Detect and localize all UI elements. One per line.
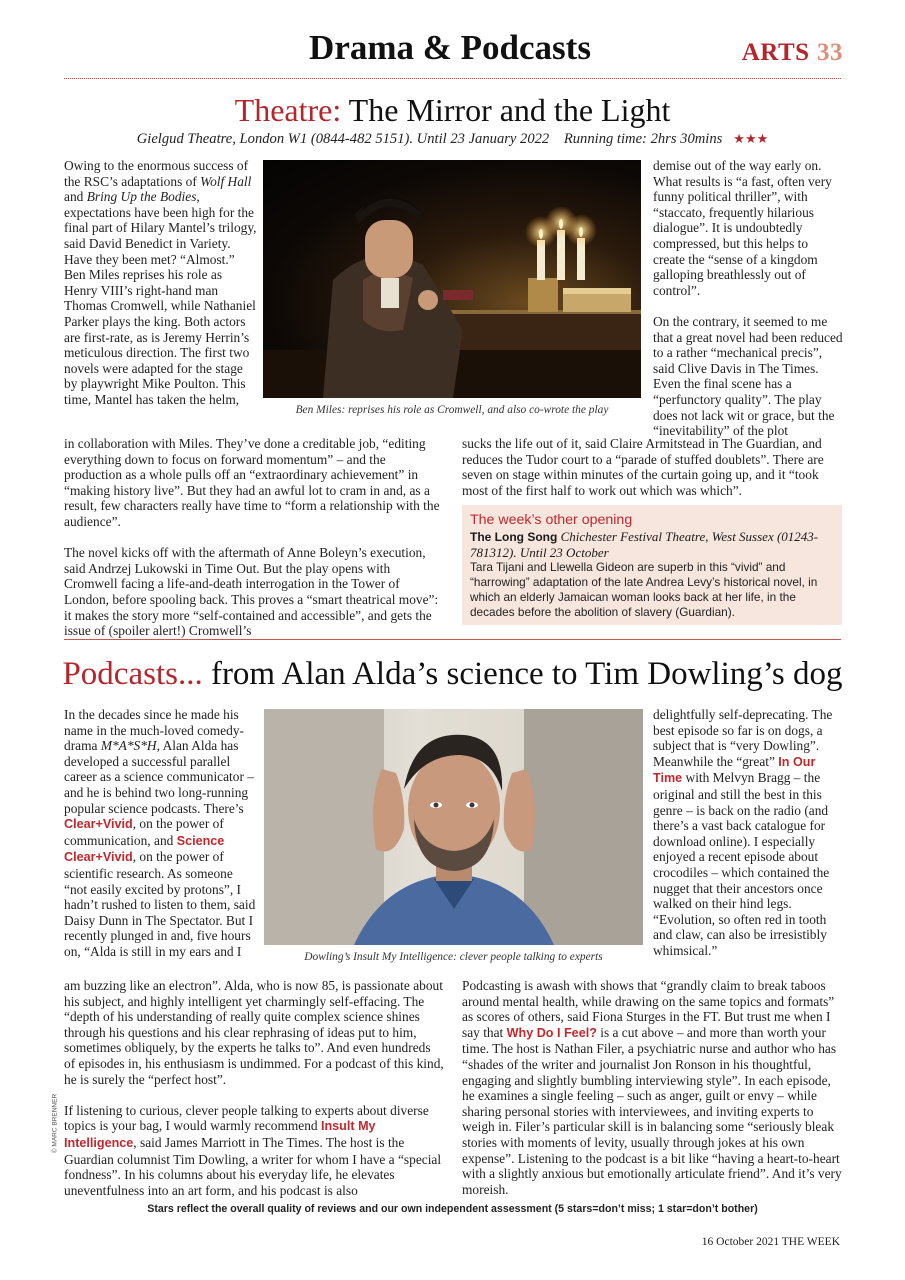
theatre-venue: Gielgud Theatre, London W1 (0844-482 5151). Until 23 January 2022 <box>136 131 550 147</box>
podcasts-label: Podcasts... <box>62 656 203 692</box>
theatre-review-col1: Owing to the enormous success of the RSC’s adaptations of Wolf Hall and Bring Up the Bodies, expectations have been high for the final part of Hilary Mantel’s trilogy, said David Benedict in Variety. Have they been met? “Almost.” Ben Miles reprises his role as Henry VIII’s right-hand man Thomas Cromwell, while Nathaniel Parker plays the king. Both actors are first-rate, as is Jeremy Herrin’s meticulous direction. The first two novels were adapted for the stage by playwright Mike Poulton. This time, Mantel has taken the helm, <box>64 158 257 407</box>
other-opening-text: Tara Tijani and Llewella Gideon are superb in this “vivid” and “harrowing” adaptation of the late Andrea Levy’s historical novel, in which an elderly Jamaican woman looks back at her life, in the decades before the abolition of slavery (Guardian). <box>470 560 818 619</box>
podcast-link-science-clear-vivid: Science Clear+Vivid <box>64 833 225 865</box>
theatre-label: Theatre: <box>234 92 342 128</box>
other-opening-heading: The week’s other opening <box>470 512 633 528</box>
arts-label: ARTS <box>741 39 810 66</box>
podcast-link-clear-vivid: Clear+Vivid <box>64 817 133 832</box>
podcast-photo-caption: Dowling’s Insult My Intelligence: clever people talking to experts <box>304 951 603 963</box>
other-opening-venue: Chichester Festival Theatre, West Sussex (01243-781312). Until 23 October <box>470 529 819 560</box>
theatre-photo <box>263 160 641 398</box>
theatre-running-time: Running time: 2hrs 30mins <box>563 131 723 147</box>
header-rule <box>64 78 841 79</box>
section-title: Drama & Podcasts <box>309 28 591 67</box>
theatre-review-col2: demise out of the way early on. What results is “a fast, often very funny political thriller”, with “staccato, frequently hilarious dialogue”. It is undoubtedly compressed, but this helps to create the “sense of a kingdom galloping breathlessly out of control”. On the contrary, it seemed to me that a great novel had been reduced to a rather “mechanical precis”, said Clive Davis in The Times. Even the final scene has a “perfunctory quality”. The play does not lack wit or grace, but the “inevitability” of the plot <box>653 158 843 439</box>
podcast-link-in-our-time: In Our Time <box>653 754 816 786</box>
podcast-photo <box>264 709 643 945</box>
podcast-link-why-do-i-feel: Why Do I Feel? <box>506 1025 597 1040</box>
issue-date: 16 October 2021 <box>701 1236 780 1248</box>
theatre-review-col2-cont: sucks the life out of it, said Claire Armitstead in The Guardian, and reduces the Tudor court to a “parade of stuffed doublets”. There are seven on stage within minutes of the curtain going up, and it “took most of the first half to work out which was which”. <box>462 436 824 498</box>
podcasts-headline <box>40 656 865 693</box>
podcasts-title: from Alan Alda’s science to Tim Dowling’s dog <box>210 656 843 692</box>
theatre-info-line <box>64 131 841 148</box>
publication-name: THE WEEK <box>781 1236 840 1248</box>
theatre-title: The Mirror and the Light <box>348 92 671 128</box>
page-number: 33 <box>817 39 843 66</box>
theatre-scene-illustration <box>263 160 641 398</box>
section-divider <box>64 639 841 640</box>
photo-credit: © MARC BRENNER <box>51 1093 59 1154</box>
other-opening-box <box>462 505 842 625</box>
theatre-review-col1-cont: in collaboration with Miles. They’ve done a creditable job, “editing everything down to focus on forward momentum” – and the production as a whole pulls off an “extraordinary achievement” in “making history live”. But they had an awful lot to cram in and, as a result, few characters really have time to “form a relationship with the audience”. The novel kicks off with the aftermath of Anne Boleyn’s execution, said Andrzej Lukowski in Time Out. But the play opens with Cromwell facing a life-and-death interrogation in the Tower of London, before spooling back. This proves a “smart theatrical move”: it makes the story more “self-contained and accessible”, and gets the issue of (spoiler alert!) Cromwell’s <box>64 436 440 639</box>
theatre-headline <box>64 92 841 129</box>
page-label <box>725 38 843 67</box>
star-rating: ★★★ <box>733 131 769 146</box>
page-footer <box>600 1236 840 1248</box>
podcast-review-col1: In the decades since he made his name in the much-loved comedy-drama M*A*S*H, Alan Alda has developed a successful parallel career as a science communicator – and he is behind two long-running popular science podcasts. There’s Clear+Vivid, on the power of communication, and Science Clear+Vivid, on the power of scientific research. As someone “not easily excited by protons”, I hadn’t rushed to listen to them, said Daisy Dunn in The Spectator. But I recently plunged in and, five hours on, “Alda is still in my ears and I <box>64 707 256 959</box>
podcast-link-insult-my-intelligence: Insult My Intelligence <box>64 1119 376 1150</box>
podcast-portrait-illustration <box>264 709 643 945</box>
other-opening-info <box>470 529 834 560</box>
other-opening-show: The Long Song <box>470 530 558 544</box>
podcast-review-col1-cont: am buzzing like an electron”. Alda, who is now 85, is passionate about his subject, and highly intelligent yet charmingly self-effacing. The “depth of his understanding of really quite complex science shines through his questions and his clear rephrasing of ideas put to him, sometimes obliquely, by the experts he talks to”. And even hundreds of episodes in, his enthusiasm is undimmed. For a podcast of this kind, he is surely the “perfect host”. If listening to curious, clever people talking to experts about diverse topics is your bag, I would warmly recommend Insult My Intelligence, said James Marriott in The Times. The host is the Guardian columnist Tim Dowling, a writer for whom I have a “special fondness”. In his columns about his everyday life, he elevates uneventfulness into an art form, and his podcast is also <box>64 978 444 1198</box>
stars-note: Stars reflect the overall quality of reviews and our own independent assessment (5 stars=don’t miss; 1 star=don’t bother) <box>147 1203 758 1215</box>
theatre-photo-caption: Ben Miles: reprises his role as Cromwell, and also co-wrote the play <box>295 404 609 416</box>
podcast-review-col2-cont: Podcasting is awash with shows that “grandly claim to break taboos around mental health, while drawing on the same topics and formats” as scores of others, said Fiona Sturges in the FT. But trust me when I say that Why Do I Feel? is a cut above – and more than worth your time. The host is Nathan Filer, a psychiatric nurse and author who has “shades of the writer and journalist Jon Ronson in his thoughtful, engaging and slightly bumbling interviewing style”. In each episode, he examines a single feeling – such as anger, guilt or envy – while sharing personal stories with interviewees, and inviting experts to weigh in. Filer’s particular skill is in balancing some “seriously bleak stories with moments of levity, usually through jokes at his own expense”. Listening to the podcast is a bit like “having a heart-to-heart with a slightly anxious but emotionally articulate friend”. And it’s very moreish. <box>462 978 842 1197</box>
podcast-review-col2: delightfully self-deprecating. The best episode so far is on dogs, a subject that is “very Dowling”. Meanwhile the “great” In Our Time with Melvyn Bragg – the original and still the best in this genre – is back on the radio (and there’s a vast back catalogue for download online). I especially enjoyed a recent episode about crocodiles – which contained the nugget that their ancestors once walked on their hind legs. “Evolution, so often red in tooth and claw, can also be irresistibly whimsical.” <box>653 707 833 958</box>
